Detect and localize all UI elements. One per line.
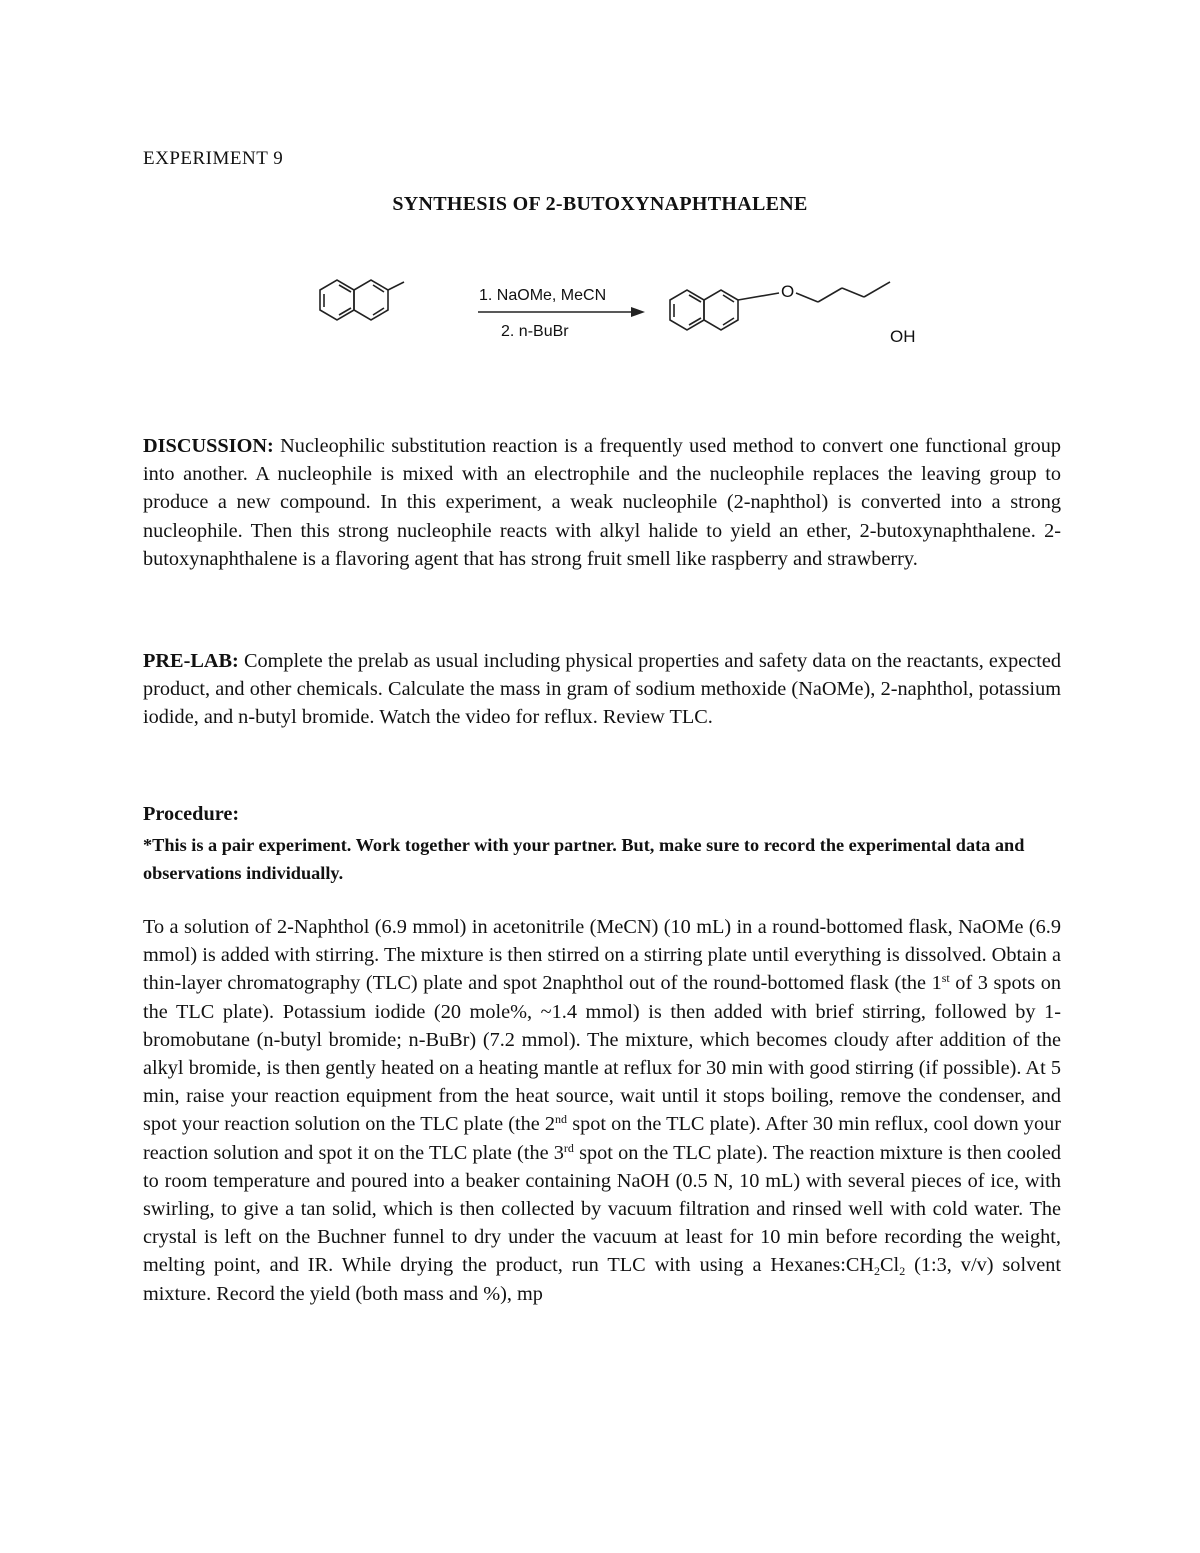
procedure-paragraph: To a solution of 2-Naphthol (6.9 mmol) in acetonitrile (MeCN) (10 mL) in a round-bottomed flask, NaOMe (6.9 mmol) is added with stirring. The mixture is then stirred on a stirring plate until everything is dissolved. Obtain a thin-layer chromatography (TLC) plate and spot 2naphthol out of the round-bottomed flask (the 1st of 3 spots on the TLC plate). Potassium iodide (20 mole%, ~1.4 mmol) is then added with brief stirring, followed by 1-bromobutane (n-butyl bromide; n-BuBr) (7.2 mmol). The mixture, which becomes cloudy after addition of the alkyl bromide, is then gently heated on a heating mantle at reflux for 30 min with good stirring (if possible). At 5 min, raise your reaction equipment from the heat source, wait until it stops boiling, remove the condenser, and spot your reaction solution on the TLC plate (the 2nd spot on the TLC plate). After 30 min reflux, cool down your reaction solution and spot it on the TLC plate (the 3rd spot on the TLC plate). The reaction mixture is then cooled to room temperature and poured into a beaker containing NaOH (0.5 N, 10 mL) with several pieces of ice, with swirling, to give a tan solid, which is then collected by vacuum filtration and rinsed well with cold water. The crystal is left on the Buchner funnel to dry under the vacuum at least for 10 min before recording the weight, melting point, and IR. While drying the product, run TLC with using a $Hexanes:CH_2Cl_2$ (1:3, v/v) solvent mixture. Record the yield (both mass and %), mp xyxy=(143,916,1061,1305)
superscript-st: st xyxy=(941,971,950,986)
hydroxyl-label: OH xyxy=(890,327,916,346)
reagent-step-1: 1. NaOMe, MeCN xyxy=(479,287,607,304)
page-title: SYNTHESIS OF 2-BUTOXYNAPHTHALENE xyxy=(392,193,808,215)
product-structure xyxy=(670,282,890,330)
subscript-2: 2 xyxy=(874,1264,881,1279)
prelab-label: PRE-LAB: xyxy=(143,650,239,672)
superscript-nd: nd xyxy=(555,1112,568,1127)
reactant-naphthalene-structure xyxy=(320,280,404,320)
discussion-text: Nucleophilic substitution reaction is a frequently used method to convert one functional group into another. A nucleophile is mixed with an electrophile and the nucleophile replaces the leaving group to produce a new compound. In this experiment, a weak nucleophile (2-naphthol) is converted into a strong nucleophile. Then this strong nucleophile reacts with alkyl halide to yield an ether, 2-butoxynaphthalene. 2-butoxynaphthalene is a flavoring agent that has strong fruit smell like raspberry and strawberry. xyxy=(143,435,1061,570)
prelab-text: Complete the prelab as usual including physical properties and safety data on the reactants, expected product, and other chemicals. Calculate the mass in gram of sodium methoxide (NaOMe), 2-naphthol, potassium iodide, and n-butyl bromide. Watch the video for reflux. Review TLC. xyxy=(143,650,1061,729)
pair-experiment-note: *This is a pair experiment. Work together with your partner. But, make sure to record the experimental data and observations individually. xyxy=(143,835,1025,883)
superscript-rd: rd xyxy=(563,1140,574,1155)
discussion-label: DISCUSSION: xyxy=(143,435,274,457)
experiment-number: EXPERIMENT 9 xyxy=(143,148,284,169)
oxygen-atom-label: O xyxy=(781,282,795,301)
subscript-2b: 2 xyxy=(899,1264,906,1279)
prelab-section xyxy=(143,647,1061,732)
reagent-step-2: 2. n-BuBr xyxy=(501,323,569,340)
discussion-section xyxy=(143,432,1061,573)
reaction-arrow xyxy=(478,307,645,317)
procedure-heading: Procedure: xyxy=(143,803,240,825)
reaction-scheme xyxy=(300,262,940,362)
